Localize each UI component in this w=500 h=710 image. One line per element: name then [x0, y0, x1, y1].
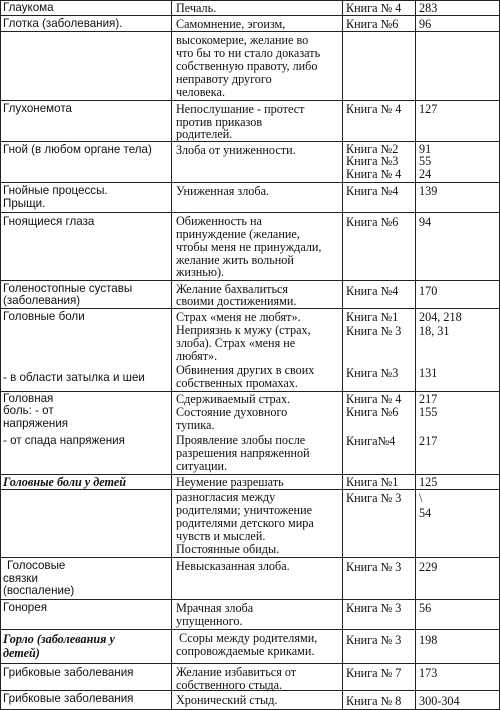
row-line	[0, 599, 500, 600]
page-text: 125	[419, 475, 438, 489]
cause-text: собственных промахах.	[176, 376, 298, 390]
disease-text: Глухонемота	[3, 102, 72, 115]
row-line	[0, 182, 500, 183]
book-text: Книга№4	[346, 434, 396, 448]
row-line	[0, 100, 500, 101]
disease-text: Грибковые заболевания	[3, 692, 134, 705]
book-text: Книга № 4	[346, 1, 402, 15]
book-text: Книга №4	[346, 284, 399, 298]
disease-text: Головные боли у детей	[3, 475, 127, 489]
cause-text: принуждение (желание,	[176, 227, 300, 241]
disease-text: Грибковые заболевания	[3, 666, 134, 679]
disease-text: - в области затылка и шеи	[3, 371, 145, 384]
page-text: 54	[419, 506, 432, 520]
cause-text: собственного стыда.	[176, 678, 283, 692]
book-text: Книга №6	[346, 17, 399, 31]
book-text: Книга № 3	[346, 601, 402, 615]
cause-text: родителей.	[176, 127, 233, 141]
disease-text: Головные боли	[3, 310, 85, 323]
page-text: \	[419, 491, 423, 505]
disease-text: Глаукома	[3, 1, 54, 14]
disease-text: Прыщи.	[3, 197, 46, 210]
cause-text: чувств и мыслей.	[176, 529, 266, 543]
page-text: 91	[419, 142, 432, 156]
disease-text: (заболевания)	[3, 294, 81, 307]
disease-text: Гнойные процессы.	[3, 184, 108, 197]
page-text: 229	[419, 560, 438, 574]
page-text: 217	[419, 392, 438, 406]
row-line	[0, 212, 500, 213]
disease-text: связки	[3, 572, 38, 585]
cause-text: Ссоры между родителями,	[179, 631, 318, 645]
book-text: Книга №2	[346, 142, 399, 156]
cause-text: Состояние духовного	[176, 405, 288, 419]
book-text: Книга № 3	[346, 491, 402, 505]
disease-text: Голосовые	[7, 559, 66, 572]
book-text: Книга № 4	[346, 167, 402, 181]
disease-text: боль: - от	[3, 404, 54, 417]
cause-text: разногласия между	[176, 490, 276, 504]
book-text: Книга № 4	[346, 392, 402, 406]
cause-text: разрешения напряженной	[176, 446, 310, 460]
row-line	[0, 557, 500, 558]
book-text: Книга № 4	[346, 102, 402, 116]
book-text: Книга № 3	[346, 324, 402, 338]
book-text: Книга №1	[346, 475, 399, 489]
disease-text: Гноящиеся глаза	[3, 215, 95, 228]
cause-text: своими достижениями.	[176, 294, 297, 308]
cause-text: Невысказанная злоба.	[176, 559, 290, 573]
cause-text: Постоянные обиды.	[176, 542, 280, 556]
page-text: 139	[419, 184, 438, 198]
cause-text: упущенного.	[176, 614, 243, 628]
cause-text: ситуации.	[176, 459, 228, 473]
cause-text: родителями; уничтожение	[176, 503, 312, 517]
cause-text: собственную правоту, либо	[176, 59, 318, 73]
cause-text: высокомерие, желание во	[176, 33, 309, 47]
page-text: 217	[419, 434, 438, 448]
page-text: 55	[419, 154, 432, 168]
cause-text: Униженная злоба.	[176, 184, 270, 198]
disease-text: Глотка (заболевания).	[3, 17, 123, 30]
row-line	[0, 280, 500, 281]
book-text: Книга №3	[346, 366, 399, 380]
cause-text: человека.	[176, 85, 225, 99]
page-text: 155	[419, 405, 438, 419]
book-text: Книга № 3	[346, 560, 402, 574]
page-text: 170	[419, 284, 438, 298]
row-line	[0, 31, 500, 32]
cause-text: чтобы меня не принуждали,	[176, 240, 322, 254]
cause-text: Неприязнь к мужу (страх,	[176, 323, 311, 337]
disease-text: Головная	[3, 392, 54, 405]
cause-text: неправоту другого	[176, 72, 272, 86]
cause-text: против приказов	[176, 115, 263, 129]
row-line	[0, 663, 500, 664]
page-text: 283	[419, 1, 438, 15]
column-line	[342, 0, 343, 710]
cause-text: Злоба от униженности.	[176, 143, 296, 157]
cause-text: что бы то ни стало доказать	[176, 46, 321, 60]
column-line	[415, 0, 416, 710]
book-text: Книга №6	[346, 215, 399, 229]
row-line	[0, 629, 500, 630]
cause-text: Непослушание - протест	[176, 102, 305, 116]
cause-text: Обвинения других в своих	[176, 363, 315, 377]
cause-text: любят».	[176, 349, 218, 363]
page-text: 173	[419, 666, 438, 680]
disease-text: - от спада напряжения	[3, 434, 125, 447]
book-text: Книга № 7	[346, 666, 402, 680]
page-text: 127	[419, 102, 438, 116]
disease-text: Горло (заболевания у	[3, 632, 115, 646]
page-text: 56	[419, 601, 432, 615]
cause-text: Желание избавиться от	[176, 665, 297, 679]
cause-text: жизнью).	[176, 265, 225, 279]
cause-text: Желание бахвалиться	[176, 282, 289, 296]
page-text: 96	[419, 17, 432, 31]
cause-text: сопровождаемые криками.	[176, 644, 315, 658]
disease-text: (воспаление)	[3, 584, 75, 597]
disease-text: напряжения	[3, 417, 69, 430]
page-text: 300-304	[419, 694, 460, 708]
cause-text: Проявление злобы после	[176, 433, 306, 447]
cause-text: тупика.	[176, 418, 215, 432]
cause-text: родителями детского мира	[176, 516, 314, 530]
book-text: Книга №3	[346, 154, 399, 168]
page-text: 198	[419, 633, 438, 647]
column-line	[0, 0, 1, 710]
book-text: Книга №6	[346, 405, 399, 419]
page-text: 24	[419, 167, 432, 181]
cause-text: Самомнение, эгоизм,	[176, 17, 286, 31]
cause-text: Сдерживаемый страх.	[176, 392, 291, 406]
cause-text: Страх «меня не любят».	[176, 310, 301, 324]
book-text: Книга №4	[346, 184, 399, 198]
disease-text: Голеностопные суставы	[3, 282, 133, 295]
disease-text: Гонорея	[3, 601, 47, 614]
cause-text: желание жить вольной	[176, 253, 294, 267]
cause-text: Печаль.	[176, 1, 217, 15]
page-text: 131	[419, 366, 438, 380]
page-text: 204, 218	[419, 310, 462, 324]
page-text: 18, 31	[419, 324, 450, 338]
row-line	[0, 15, 500, 16]
cause-text: Хронический стыд.	[176, 693, 278, 707]
cause-text: Обиженность на	[176, 214, 262, 228]
cause-text: Мрачная злоба	[176, 601, 254, 615]
disease-text: Гной (в любом органе тела)	[3, 143, 152, 156]
book-text: Книга №1	[346, 310, 399, 324]
cause-text: злоба). Страх «меня не	[176, 336, 296, 350]
book-text: Книга № 8	[346, 694, 402, 708]
column-line	[171, 0, 172, 710]
row-line	[0, 308, 500, 309]
disease-text: детей)	[3, 646, 40, 660]
cause-text: Неумение разрешать	[176, 475, 284, 489]
book-text: Книга № 3	[346, 633, 402, 647]
page-text: 94	[419, 215, 432, 229]
